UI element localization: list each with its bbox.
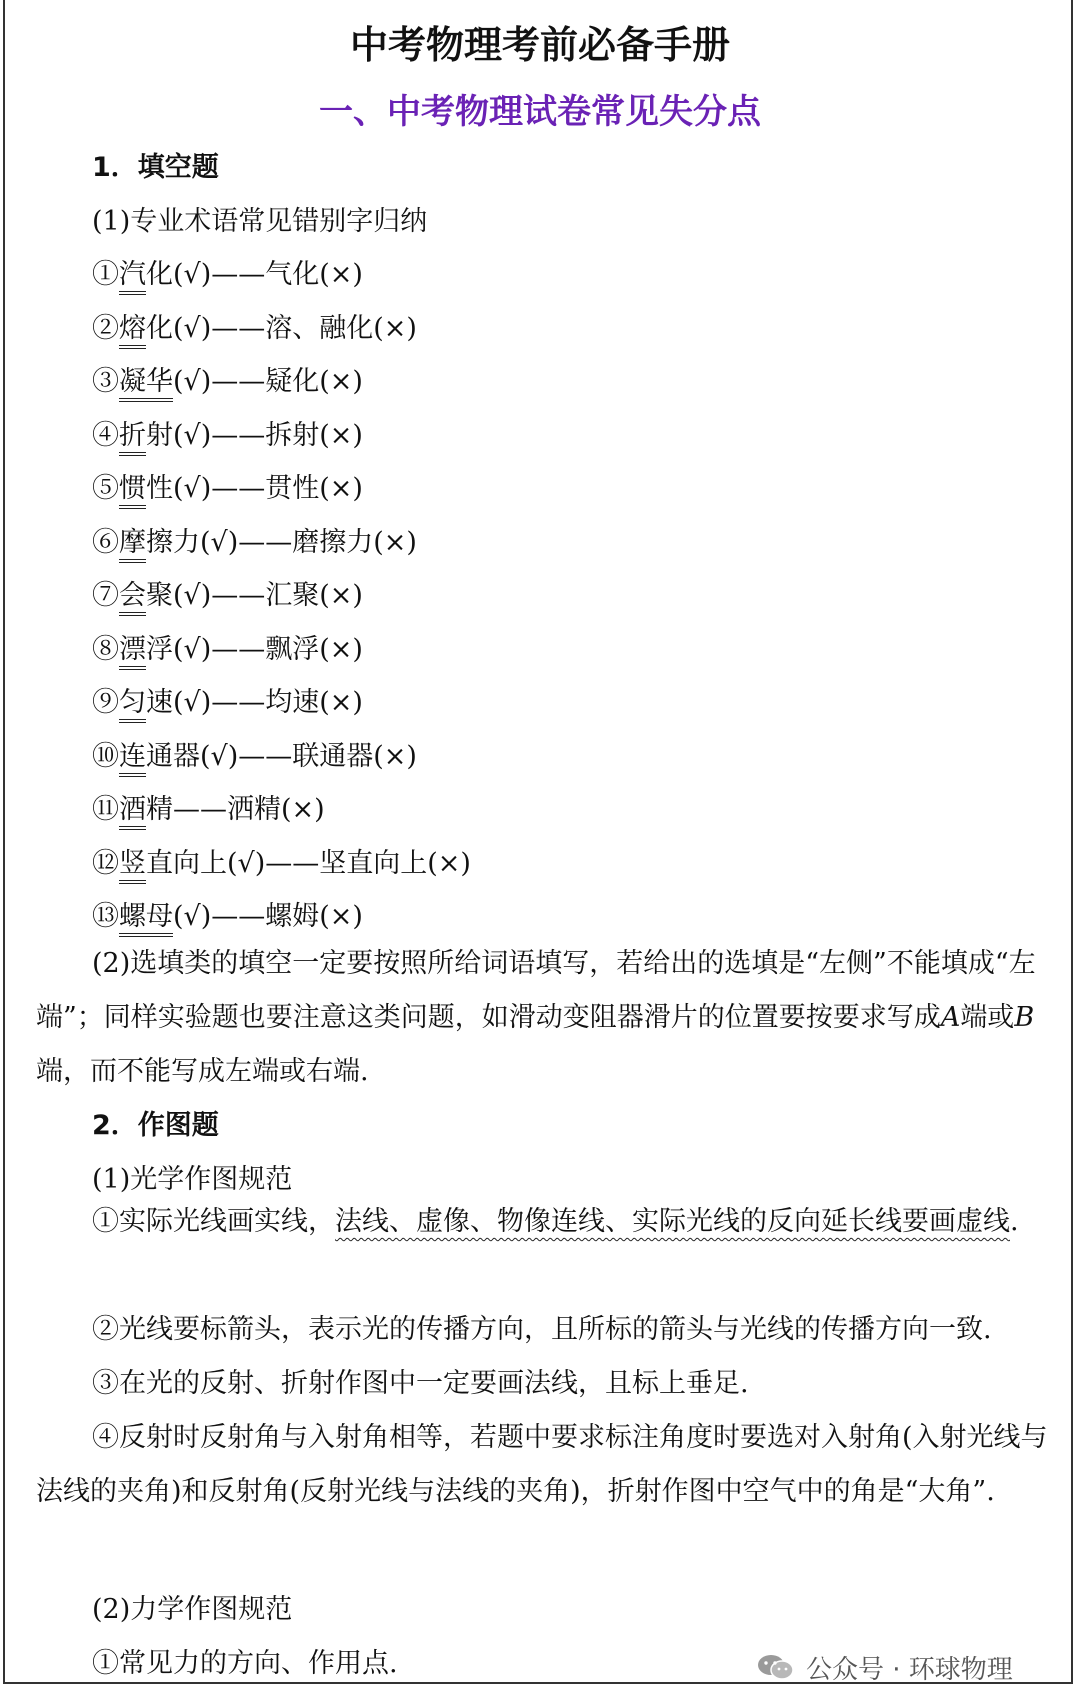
typo-item — [92, 466, 363, 505]
typo-item-correct-chars: 汽 — [119, 259, 146, 295]
typo-item-correct-chars: 折 — [119, 420, 146, 456]
typo-item-num: ② — [92, 312, 119, 344]
typo-item-num: ⑬ — [92, 901, 119, 932]
s2-paragraph-4: ④反射时反射角与入射角相等，若题中要求标注角度时要选对入射角(入射光线与法线的夹角)和反射角(反射光线与法线的夹角)，折射作图中空气中的角是“大角”. — [36, 1422, 1048, 1507]
typo-item-rest: 擦力(√)——磨擦力(×) — [146, 526, 417, 558]
typo-item — [92, 894, 363, 933]
typo-item-correct-chars: 漂 — [119, 634, 146, 670]
typo-item-correct-chars: 螺 — [119, 901, 146, 937]
s2-sub2: (2)力学作图规范 — [92, 1594, 293, 1625]
typo-item — [92, 306, 417, 345]
typo-item-rest: 浮(√)——飘浮(×) — [146, 633, 363, 665]
typo-item-rest: 性(√)——贯性(×) — [146, 473, 363, 504]
typo-item — [92, 734, 417, 773]
typo-item-num: ① — [92, 259, 119, 290]
typo-item — [92, 413, 363, 452]
typo-item-rest: 速(√)——均速(×) — [146, 687, 363, 718]
typo-item-rest: (√)——疑化(×) — [173, 366, 363, 397]
s2-sub1: (1)光学作图规范 — [92, 1164, 293, 1195]
typo-item-rest: 化(√)——溶、融化(×) — [146, 312, 417, 344]
typo-item — [92, 841, 471, 880]
section-title: 一、中考物理试卷常见失分点 — [319, 92, 761, 132]
typo-item-rest: 聚(√)——汇聚(×) — [146, 580, 363, 611]
typo-item-num: ⑫ — [92, 847, 119, 879]
s1-sub1: (1)专业术语常见错别字归纳 — [92, 206, 428, 237]
s1-paragraph-2 — [36, 937, 1048, 1099]
typo-item-num: ④ — [92, 419, 119, 451]
typo-item-rest: 通器(√)——联通器(×) — [146, 740, 417, 772]
typo-item-num: ⑤ — [92, 473, 119, 504]
p2-text-a: (2)选填类的填空一定要按照所给词语填写，若给出的选填是“左侧”不能填成“左端”；同样实验题也要注意这类问题，如滑动变阻器滑片的位置要按要求写成 — [36, 948, 1036, 1033]
typo-item-rest: (√)——螺姆(×) — [173, 901, 363, 932]
s1-heading: 1．填空题 — [92, 152, 219, 183]
p2-italic-b: B — [1014, 1002, 1035, 1033]
typo-item-rest: 精——洒精(×) — [146, 794, 325, 825]
typo-item-correct-chars: 竖 — [119, 848, 146, 884]
typo-item-num: ⑩ — [92, 740, 119, 772]
typo-item-num: ③ — [92, 366, 119, 397]
typo-item-rest: 射(√)——拆射(×) — [146, 419, 363, 451]
typo-item-correct-chars: 连 — [119, 741, 146, 777]
p2-italic-a: A — [940, 1002, 961, 1033]
s2-paragraph-3: ③在光的反射、折射作图中一定要画法线，且标上垂足. — [92, 1368, 749, 1399]
p2-text-c: 端，而不能写成左端或右端. — [36, 1056, 369, 1087]
typo-item-correct-chars: 匀 — [119, 687, 146, 723]
typo-item-correct-chars: 惯 — [119, 473, 146, 509]
s2-paragraph-2: ②光线要标箭头，表示光的传播方向，且所标的箭头与光线的传播方向一致. — [92, 1314, 992, 1345]
typo-item — [92, 627, 363, 666]
typo-item-correct-chars: 熔 — [119, 313, 146, 349]
s2-paragraph-1 — [36, 1195, 1048, 1249]
p2-text-b: 端或 — [960, 1002, 1015, 1033]
typo-item-correct-chars: 凝华 — [119, 366, 173, 402]
typo-item-num: ⑥ — [92, 526, 119, 558]
p1-text: ①实际光线画实线， — [92, 1206, 335, 1237]
typo-item-num: ⑧ — [92, 633, 119, 665]
typo-item-correct-chars: 摩 — [119, 527, 146, 563]
typo-item-num: ⑨ — [92, 687, 119, 718]
typo-item-rest: 化(√)——气化(×) — [146, 259, 363, 290]
watermark — [756, 1651, 1013, 1683]
typo-item-num: ⑪ — [92, 794, 119, 825]
typo-item-rest: 直向上(√)——坚直向上(×) — [146, 847, 471, 879]
typo-item-num: ⑦ — [92, 580, 119, 611]
typo-item-mid-chars: 母 — [146, 901, 173, 937]
p1-wavy-text: 法线、虚像、物像连线、实际光线的反向延长线要画虚线 — [335, 1206, 1010, 1237]
s2-paragraph-5: ①常见力的方向、作用点. — [92, 1648, 398, 1679]
page-title: 中考物理考前必备手册 — [349, 23, 730, 67]
typo-item-correct-chars: 酒 — [119, 794, 146, 830]
p1-end: . — [1010, 1206, 1019, 1237]
typo-item — [92, 680, 363, 719]
typo-item — [92, 252, 363, 291]
typo-item — [92, 787, 325, 826]
typo-item — [92, 359, 363, 398]
typo-item — [92, 520, 417, 559]
typo-item — [92, 573, 363, 612]
watermark-text: 公众号 · 环球物理 — [806, 1654, 1013, 1685]
wechat-icon — [756, 1652, 796, 1682]
typo-item-correct-chars: 会 — [119, 580, 146, 616]
s2-heading: 2．作图题 — [92, 1110, 219, 1141]
